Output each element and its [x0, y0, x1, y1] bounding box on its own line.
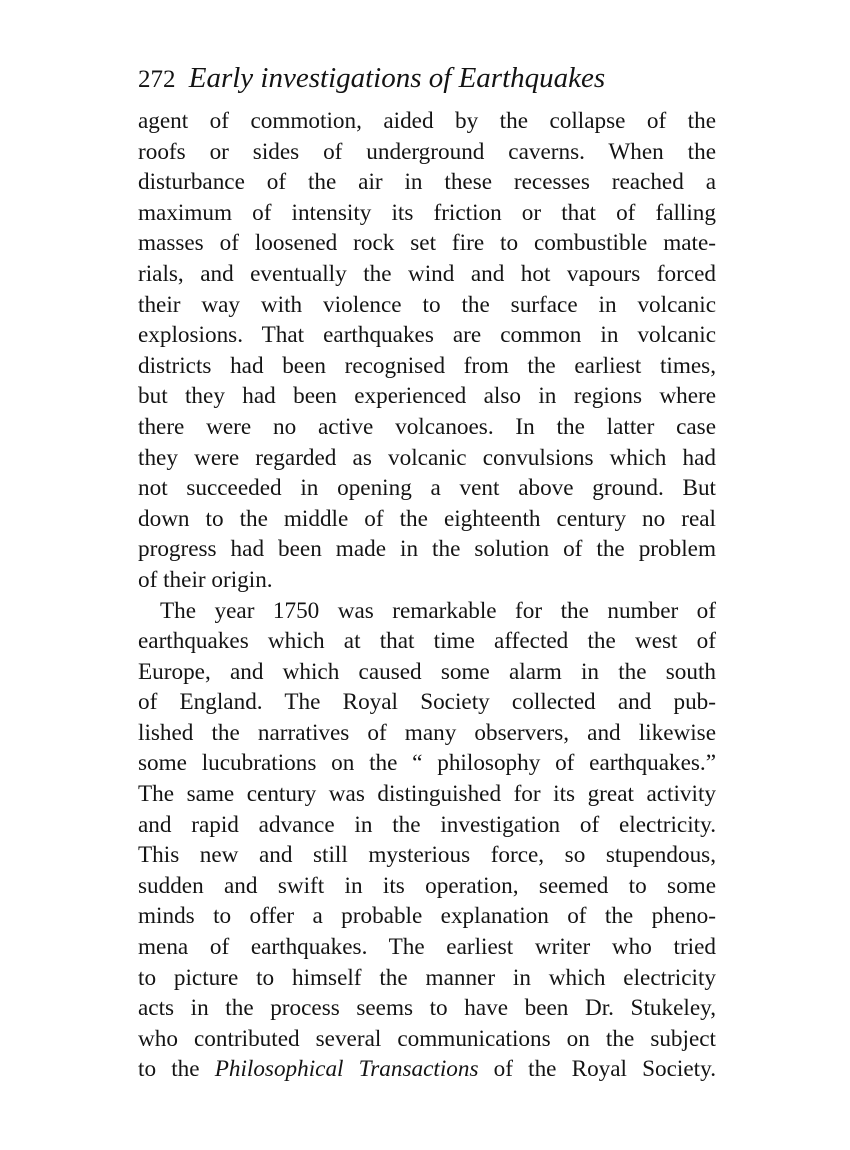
- paragraph-1: [138, 106, 716, 596]
- text-segment: of the Royal Society.: [478, 1056, 716, 1083]
- text-line: explosions. That earthquakes are common in volcanic: [138, 322, 716, 349]
- text-line: not succeeded in opening a vent above ground. But: [138, 475, 716, 502]
- text-line: Europe, and which caused some alarm in the south: [138, 658, 716, 685]
- text-line: minds to offer a probable explanation of the pheno-: [138, 903, 716, 930]
- body-text: [138, 106, 716, 1085]
- text-line: of their origin.: [138, 566, 273, 593]
- running-head-title: Early investigations of Earthquakes: [188, 62, 606, 94]
- paragraph-2: [138, 596, 716, 1086]
- text-line: there were no active volcanoes. In the latter case: [138, 413, 716, 440]
- text-line: but they had been experienced also in regions where: [138, 383, 716, 410]
- text-line: maximum of intensity its friction or that of falling: [138, 199, 716, 226]
- text-line: districts had been recognised from the earliest times,: [138, 352, 716, 379]
- running-head: [138, 58, 716, 98]
- text-line: of England. The Royal Society collected and pub-: [138, 689, 716, 716]
- text-line: some lucubrations on the “ philosophy of earthquakes.”: [138, 750, 716, 777]
- text-line: they were regarded as volcanic convulsions which had: [138, 444, 716, 471]
- journal-title-italic: Philosophical Transactions: [214, 1056, 479, 1083]
- text-line: rials, and eventually the wind and hot vapours forced: [138, 260, 716, 287]
- text-line: The year 1750 was remarkable for the number of: [160, 597, 716, 624]
- text-line: earthquakes which at that time affected the west of: [138, 628, 716, 655]
- text-line: down to the middle of the eighteenth century no real: [138, 505, 716, 532]
- text-line: This new and still mysterious force, so stupendous,: [138, 842, 716, 869]
- text-line: and rapid advance in the investigation of electricity.: [138, 811, 716, 838]
- text-line: The same century was distinguished for its great activity: [138, 781, 716, 808]
- book-page: [138, 58, 716, 1085]
- text-line: acts in the process seems to have been Dr. Stukeley,: [138, 995, 716, 1022]
- text-line: sudden and swift in its operation, seemed to some: [138, 872, 716, 899]
- text-segment: to the: [138, 1056, 215, 1083]
- text-line: roofs or sides of underground caverns. When the: [138, 138, 716, 165]
- text-line: agent of commotion, aided by the collapse of the: [138, 108, 716, 134]
- text-line: mena of earthquakes. The earliest writer who tried: [138, 934, 716, 961]
- text-line: to picture to himself the manner in which electricity: [138, 964, 716, 991]
- text-line: lished the narratives of many observers, and likewise: [138, 719, 716, 746]
- text-line-final: [138, 1054, 716, 1085]
- text-line: their way with violence to the surface in volcanic: [138, 291, 716, 318]
- page-number: 272: [138, 66, 176, 93]
- text-line: disturbance of the air in these recesses reached a: [138, 169, 716, 196]
- text-line: who contributed several communications on the subject: [138, 1025, 716, 1052]
- text-line: progress had been made in the solution of the problem: [138, 536, 716, 563]
- text-line: masses of loosened rock set fire to combustible mate-: [138, 230, 716, 257]
